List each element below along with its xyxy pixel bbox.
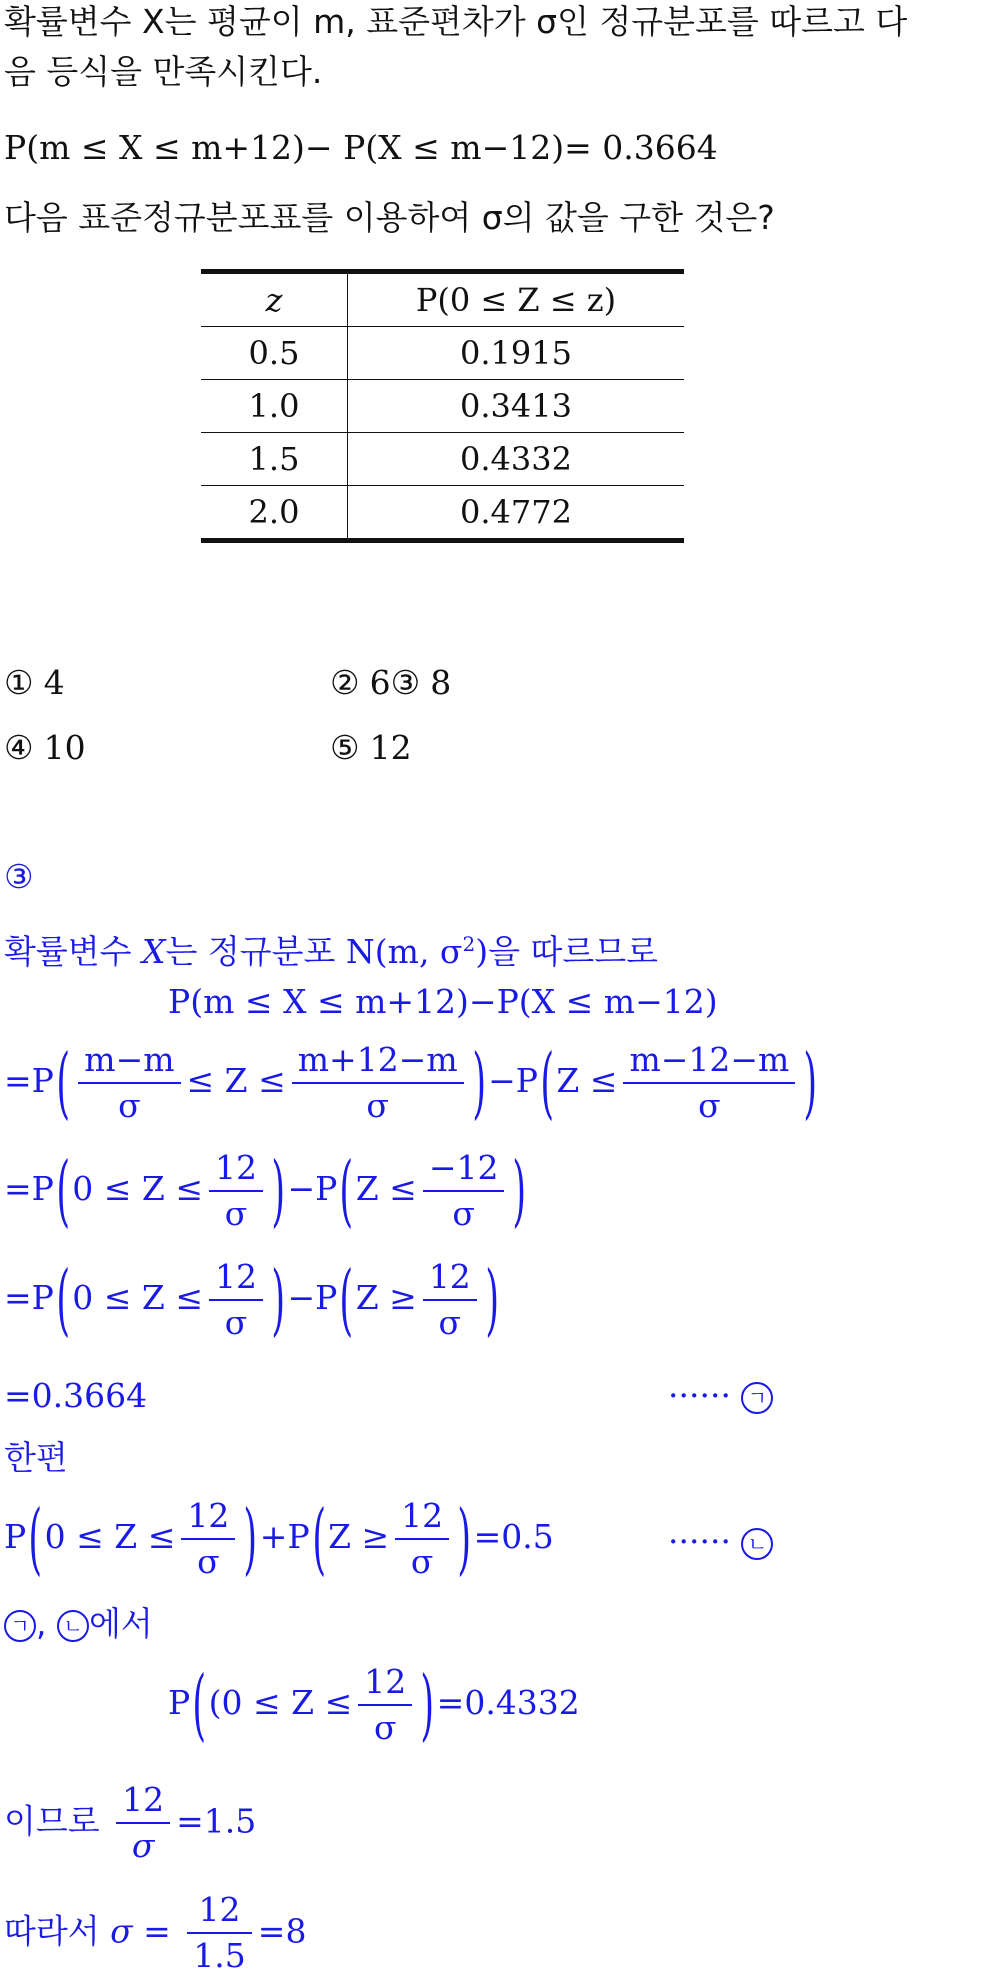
choice-value: 8 bbox=[430, 663, 452, 702]
choice-value: 10 bbox=[43, 728, 86, 767]
solution-text: 확률변수 bbox=[4, 932, 132, 971]
solution-dist: N(m, σ bbox=[345, 932, 463, 971]
fraction-numerator: 12 bbox=[181, 1494, 235, 1540]
fraction-numerator: m−m bbox=[78, 1038, 180, 1084]
math-text: =8 bbox=[257, 1911, 307, 1951]
choice-value: 4 bbox=[43, 663, 65, 702]
math-text: −P bbox=[488, 1061, 538, 1100]
math-prefix: =P bbox=[4, 1278, 54, 1317]
circled-mark-icon: ㄴ bbox=[741, 1528, 773, 1560]
fraction bbox=[209, 1146, 263, 1236]
problem-line-2: 음 등식을 만족시킨다. bbox=[4, 52, 323, 91]
table-cell-prob: 0.4772 bbox=[460, 493, 572, 531]
math-text: 0 ≤ Z ≤ bbox=[44, 1517, 176, 1556]
circled-mark-icon: ㄴ bbox=[57, 1610, 89, 1642]
solution-line-3: =P( $\frac{m-m}{\sigma}$ ≤ Z ≤ $\frac{m+12-m}{\sigma}$ )−P(Z ≤ $\frac{m-12-m}{\sigma}$ ) bbox=[4, 1038, 818, 1128]
solution-text: 는 정규분포 bbox=[165, 932, 336, 971]
solution-text: 을 따르므로 bbox=[488, 932, 658, 971]
fraction bbox=[292, 1038, 464, 1128]
solution-line-2: P(m ≤ X ≤ m+12)−P(X ≤ m−12) bbox=[168, 982, 718, 1021]
fraction-denominator: 1.5 bbox=[193, 1936, 246, 1975]
fraction bbox=[116, 1778, 170, 1868]
solution-line-9 bbox=[4, 1602, 153, 1646]
table-cell-prob: 0.3413 bbox=[460, 387, 572, 425]
math-text: =0.4332 bbox=[436, 1683, 580, 1722]
math-text: −P bbox=[287, 1169, 338, 1208]
math-text: +P bbox=[259, 1517, 310, 1556]
math-prefix: =P bbox=[4, 1169, 54, 1208]
solution-hanpyeon: 한편 bbox=[4, 1438, 68, 1477]
math-text: ≤ Z ≤ bbox=[186, 1061, 286, 1100]
math-prefix: P bbox=[168, 1683, 191, 1722]
math-text: Z ≤ bbox=[355, 1169, 417, 1208]
fraction-numerator: 12 bbox=[358, 1660, 412, 1706]
math-text: Z ≥ bbox=[355, 1278, 417, 1317]
problem-equation: P(m ≤ X ≤ m+12)− P(X ≤ m−12)= 0.3664 bbox=[4, 128, 718, 167]
fraction-denominator: σ bbox=[118, 1086, 141, 1125]
math-text: Z ≥ bbox=[328, 1517, 390, 1556]
math-text: σ = bbox=[110, 1911, 171, 1951]
fraction-denominator: σ bbox=[410, 1542, 434, 1581]
choice-number: ③ bbox=[390, 663, 421, 702]
table-header-prob: P(0 ≤ Z ≤ z) bbox=[415, 281, 617, 319]
solution-line-5: =P(0 ≤ Z ≤ $\frac{12}{\sigma}$ )−P(Z ≥ $\frac{12}{\sigma}$ ) bbox=[4, 1255, 499, 1345]
math-text: =0.5 bbox=[473, 1517, 554, 1556]
solution-line-8: P(0 ≤ Z ≤ $\frac{12}{\sigma}$ )+P(Z ≥ $\frac{12}{\sigma}$ )=0.5 bbox=[4, 1494, 554, 1584]
circled-mark-icon: ㄱ bbox=[4, 1610, 36, 1642]
table-cell-z: 0.5 bbox=[201, 327, 348, 380]
choice-number: ① bbox=[4, 663, 34, 702]
table-cell-z: 2.0 bbox=[201, 486, 348, 541]
fraction-numerator: 12 bbox=[209, 1146, 263, 1192]
fraction bbox=[209, 1255, 263, 1345]
dots: ······ bbox=[668, 1376, 731, 1415]
table-row bbox=[201, 380, 684, 433]
fraction-numerator: m−12−m bbox=[623, 1038, 795, 1084]
fraction-numerator: 12 bbox=[209, 1255, 263, 1301]
fraction-denominator: σ bbox=[197, 1542, 220, 1581]
table-row bbox=[201, 433, 684, 486]
fraction bbox=[78, 1038, 180, 1128]
fraction-denominator: σ bbox=[373, 1708, 397, 1747]
fraction-numerator: 12 bbox=[187, 1888, 251, 1934]
math-text: −P bbox=[287, 1278, 338, 1317]
solution-text: 따라서 bbox=[4, 1911, 100, 1951]
solution-dist-close: ) bbox=[475, 932, 489, 971]
fraction-denominator: σ bbox=[698, 1086, 721, 1125]
dots: ······ bbox=[668, 1522, 731, 1561]
table-cell-z: 1.5 bbox=[201, 433, 348, 486]
solution-text: 이므로 bbox=[4, 1801, 100, 1841]
fraction-denominator: σ bbox=[438, 1303, 462, 1342]
choice-number: ② bbox=[330, 663, 360, 702]
fraction-numerator: m+12−m bbox=[292, 1038, 464, 1084]
solution-sup: 2 bbox=[462, 932, 476, 956]
fraction-numerator: 12 bbox=[116, 1778, 170, 1824]
fraction bbox=[423, 1255, 477, 1345]
solution-line-4: =P(0 ≤ Z ≤ $\frac{12}{\sigma}$ )−P(Z ≤ $\frac{-12}{\sigma}$ ) bbox=[4, 1146, 527, 1236]
solution-line-1 bbox=[4, 922, 658, 974]
fraction-denominator: σ bbox=[452, 1194, 475, 1233]
table-cell-prob: 0.1915 bbox=[460, 334, 572, 372]
math-text: 0 ≤ Z ≤ bbox=[72, 1278, 203, 1317]
circled-mark-icon: ㄱ bbox=[741, 1382, 773, 1414]
fraction bbox=[358, 1660, 412, 1750]
math-text: 0 ≤ Z ≤ bbox=[72, 1169, 203, 1208]
choice-number: ⑤ bbox=[330, 728, 360, 767]
fraction bbox=[623, 1038, 795, 1128]
problem-line-1: 확률변수 X는 평균이 m, 표준편차가 σ인 정규분포를 따르고 다 bbox=[4, 2, 908, 41]
solution-line-6: =0.3664 bbox=[4, 1376, 148, 1415]
fraction-numerator: 12 bbox=[395, 1494, 449, 1540]
fraction bbox=[395, 1494, 449, 1584]
choice-1[interactable] bbox=[4, 663, 65, 702]
choice-value: 6 bbox=[369, 663, 391, 702]
fraction bbox=[423, 1146, 505, 1236]
table-cell-z: 1.0 bbox=[201, 380, 348, 433]
table-header-z: z bbox=[201, 272, 348, 327]
fraction bbox=[181, 1494, 235, 1584]
fraction-denominator: σ bbox=[366, 1086, 389, 1125]
choice-4[interactable] bbox=[4, 728, 86, 767]
math-text: (0 ≤ Z ≤ bbox=[208, 1683, 353, 1722]
solution-line-10: P((0 ≤ Z ≤ $\frac{12}{\sigma}$ )=0.4332 bbox=[168, 1660, 580, 1750]
solution-mark-2 bbox=[668, 1522, 773, 1561]
table-cell-prob: 0.4332 bbox=[460, 440, 572, 478]
fraction-denominator: σ bbox=[224, 1303, 248, 1342]
solution-var-x: X bbox=[142, 932, 166, 971]
table-row bbox=[201, 327, 684, 380]
standard-normal-table bbox=[201, 269, 684, 543]
math-text: , bbox=[36, 1604, 47, 1643]
table-row bbox=[201, 486, 684, 541]
fraction-numerator: 12 bbox=[423, 1255, 477, 1301]
choice-value: 12 bbox=[369, 728, 412, 767]
solution-line-11 bbox=[4, 1778, 256, 1868]
math-prefix: =P bbox=[4, 1061, 54, 1100]
fraction-denominator: σ bbox=[224, 1194, 248, 1233]
problem-question: 다음 표준정규분포표를 이용하여 σ의 값을 구한 것은? bbox=[4, 198, 775, 237]
table-header-row bbox=[201, 272, 684, 327]
solution-text: 에서 bbox=[89, 1604, 153, 1643]
solution-mark-1 bbox=[668, 1376, 773, 1415]
solution-answer: ③ bbox=[4, 857, 34, 896]
choice-number: ④ bbox=[4, 728, 34, 767]
choice-2-3[interactable] bbox=[330, 663, 451, 702]
solution-line-12 bbox=[4, 1888, 306, 1978]
math-text: Z ≤ bbox=[556, 1061, 618, 1100]
fraction-numerator: −12 bbox=[423, 1146, 505, 1192]
math-prefix: P bbox=[4, 1517, 27, 1556]
fraction-denominator: σ bbox=[131, 1826, 155, 1865]
fraction bbox=[187, 1888, 251, 1978]
math-text: =1.5 bbox=[176, 1801, 257, 1841]
choice-5[interactable] bbox=[330, 728, 412, 767]
